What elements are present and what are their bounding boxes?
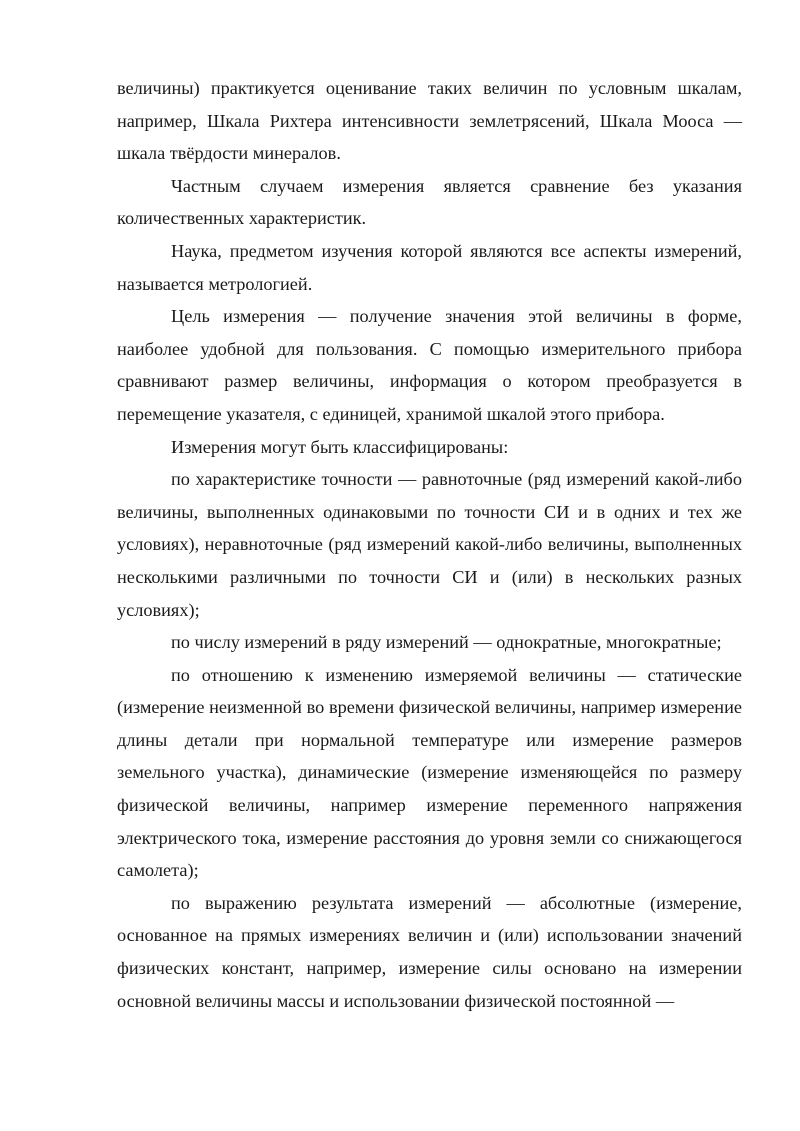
paragraph-result-classification: по выражению результата измерений — абсолютные (измерение, основанное на прямых измерениях величин и (или) использовании значений физических констант, например, измерение силы основано на измерении основной величины массы и использовании физической постоянной — [117,892,742,1011]
paragraph-count-classification: по числу измерений в ряду измерений — однократные, многократные; [171,632,722,653]
document-body [117,72,742,1017]
paragraph-change-classification: по отношению к изменению измеряемой величины — статические (измерение неизменной во времени физической величины, например измерение длины детали при нормальной температуре или измерение размеров земельного участка), динамические (измерение изменяющейся по размеру физической величины, например измерение переменного напряжения электрического тока, измерение расстояния до уровня земли со снижающегося самолета); [117,664,742,881]
paragraph-classification-intro: Измерения могут быть классифицированы: [171,436,509,457]
paragraph-scales-continuation: величины) практикуется оценивание таких величин по условным шкалам, например, Шкала Рихтера интенсивности землетрясений, Шкала Мооса — шкала твёрдости минералов. [117,78,742,164]
paragraph-metrology: Наука, предметом изучения которой являются все аспекты измерений, называется метрологией. [117,240,742,294]
paragraph-accuracy-classification: по характеристике точности — равноточные (ряд измерений какой-либо величины, выполненных одинаковыми по точности СИ и в одних и тех же условиях), неравноточные (ряд измерений какой-либо величины, выполненных несколькими различными по точности СИ и (или) в нескольких разных условиях); [117,469,742,620]
paragraph-measurement-goal: Цель измерения — получение значения этой величины в форме, наиболее удобной для пользования. С помощью измерительного прибора сравнивают размер величины, информация о котором преобразуется в перемещение указателя, с единицей, хранимой шкалой этого прибора. [117,306,742,424]
paragraph-comparison: Частным случаем измерения является сравнение без указания количественных характеристик. [117,175,742,229]
